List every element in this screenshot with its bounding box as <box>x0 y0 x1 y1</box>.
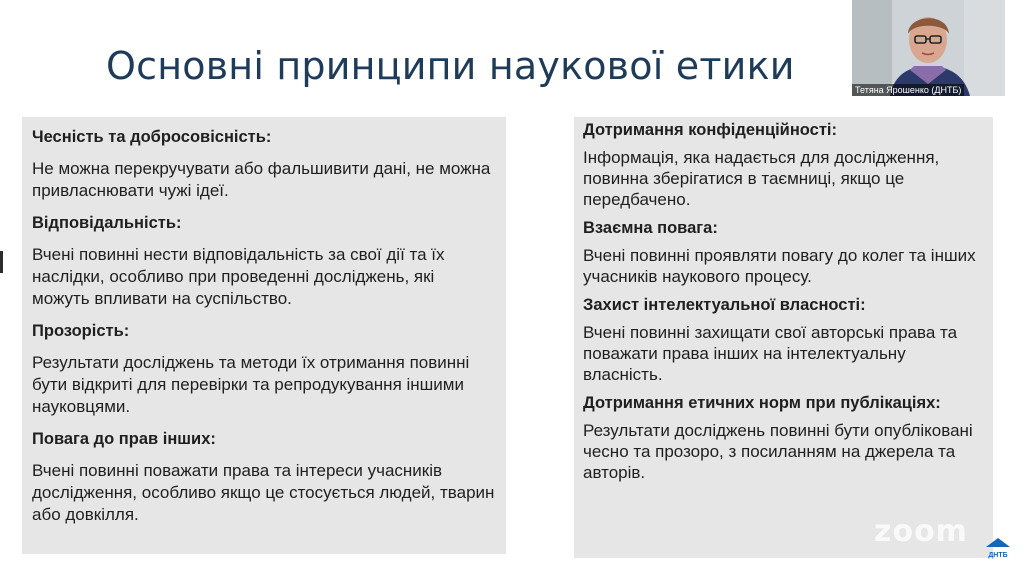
principle-text-honesty: Не можна перекручувати або фальшивити дані, не можна привласнювати чужі ідеї. <box>32 159 491 200</box>
principle-heading-honesty: Чесність та добросовісність: <box>32 128 272 146</box>
principle-heading-transparency: Прозорість: <box>32 322 130 340</box>
participant-video-image <box>852 0 1005 96</box>
principle-heading-confidentiality: Дотримання конфіденційності: <box>583 121 837 139</box>
zoom-watermark: zoom <box>874 514 968 549</box>
principle-heading-responsibility: Відповідальність: <box>32 214 182 232</box>
participant-name-label: Тетяна Ярошенко (ДНТБ) <box>852 84 964 96</box>
participant-video-tile[interactable] <box>852 0 1005 96</box>
principle-text-transparency: Результати досліджень та методи їх отримання повинні бути відкриті для перевірки та репродукування іншими науковцями. <box>32 353 470 416</box>
window-edge-marker <box>0 251 3 273</box>
principle-text-publication-ethics: Результати досліджень повинні бути опубліковані чесно та прозоро, з посиланням на джерела та авторів. <box>583 421 973 482</box>
principle-heading-ip-protection: Захист інтелектуальної власності: <box>583 296 866 314</box>
principle-text-responsibility: Вчені повинні нести відповідальність за свої дії та їх наслідки, особливо при проведенні досліджень, які можуть впливати на суспільство. <box>32 245 445 308</box>
dntb-logo-icon <box>985 537 1011 559</box>
principle-heading-mutual-respect: Взаємна повага: <box>583 219 718 237</box>
principle-heading-respect-rights: Повага до прав інших: <box>32 430 216 448</box>
slide-title: Основні принципи наукової етики <box>106 44 795 88</box>
principle-text-respect-rights: Вчені повинні поважати права та інтереси учасників дослідження, особливо якщо це стосується людей, тварин або довкілля. <box>32 461 495 524</box>
principle-text-ip-protection: Вчені повинні захищати свої авторські права та поважати права інших на інтелектуальну власність. <box>583 323 958 384</box>
principle-text-mutual-respect: Вчені повинні проявляти повагу до колег та інших учасників наукового процесу. <box>583 246 976 286</box>
principle-text-confidentiality: Інформація, яка надається для дослідження, повинна зберігатися в таємниці, якщо це передбачено. <box>583 148 940 209</box>
principle-heading-publication-ethics: Дотримання етичних норм при публікаціях: <box>583 394 941 412</box>
left-principles-panel <box>22 117 506 554</box>
dntb-logo-text: ДНТБ <box>988 552 1008 559</box>
right-principles-panel <box>574 117 993 558</box>
